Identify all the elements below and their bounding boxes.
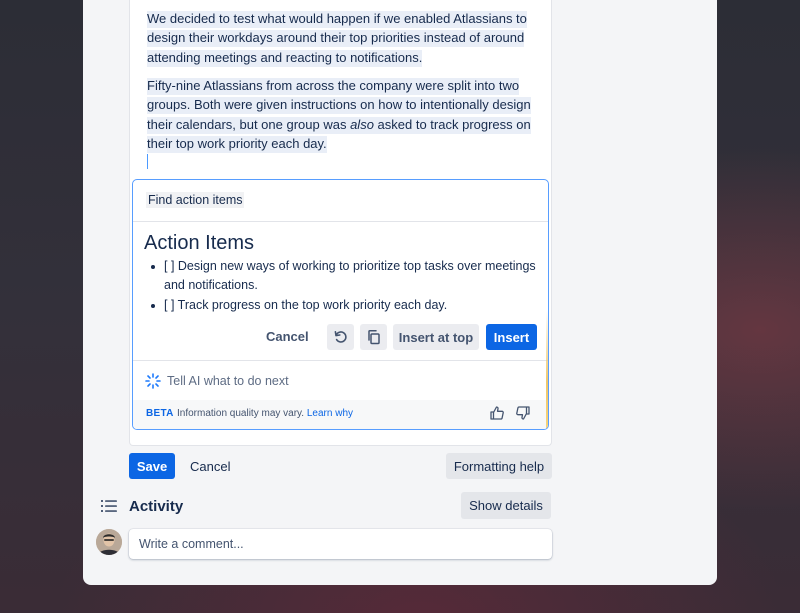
learn-why-link[interactable]: Learn why [306, 408, 354, 419]
insert-at-top-button[interactable]: Insert at top [393, 324, 479, 350]
ai-footer [133, 400, 548, 429]
ai-cancel-button[interactable]: Cancel [266, 329, 309, 344]
quality-note-text: Information quality may vary. [177, 408, 305, 419]
save-button[interactable]: Save [129, 453, 175, 479]
activity-heading: Activity [129, 498, 184, 515]
ai-prompt-text: Find action items [148, 193, 243, 207]
ai-prompt-row [133, 180, 548, 222]
paragraph-2-text-start: Fifty-nine Atlassians from across the company were split into two groups. Both were given instructions on how to intentionally design their calendars, but one group was [147, 78, 531, 132]
paragraph-2-emphasis: also [350, 116, 374, 132]
beta-badge: BETA [146, 408, 174, 419]
show-details-button[interactable]: Show details [461, 492, 551, 519]
ai-followup-placeholder: Tell AI what to do next [167, 374, 289, 388]
text-cursor [147, 154, 148, 169]
retry-button[interactable] [327, 324, 354, 350]
avatar [96, 529, 122, 555]
ai-actions [133, 323, 548, 351]
editor-paragraph-2[interactable] [147, 76, 542, 153]
copy-icon [366, 329, 382, 345]
ai-panel [132, 179, 549, 430]
comment-input[interactable] [129, 529, 552, 559]
copy-button[interactable] [360, 324, 387, 350]
retry-icon [333, 329, 349, 345]
cancel-button[interactable]: Cancel [190, 459, 231, 474]
ai-result-item: [ ] Track progress on the top work priority each day. [151, 296, 536, 315]
user-avatar-image [96, 529, 122, 555]
ai-result-item: [ ] Design new ways of working to prioritize top tasks over meetings and notifications. [151, 257, 536, 296]
quality-note [177, 408, 353, 419]
paragraph-1-text: We decided to test what would happen if we enabled Atlassians to design their workdays around their top priorities instead of around attending meetings and reacting to notifications. [147, 11, 527, 65]
ai-followup-input[interactable] [133, 360, 548, 400]
ai-result-list [151, 257, 536, 315]
ai-result-title: Action Items [144, 232, 255, 254]
ai-sparkle-icon [145, 373, 161, 389]
thumbs-down-icon[interactable] [515, 405, 531, 421]
insert-button[interactable]: Insert [486, 324, 537, 350]
thumbs-up-icon[interactable] [489, 405, 505, 421]
activity-list-icon [100, 498, 118, 514]
formatting-help-button[interactable]: Formatting help [446, 453, 552, 479]
editor-paragraph-1[interactable] [147, 9, 542, 67]
paragraph-2-text-end: asked to track progress on their top work priority each day. [147, 116, 531, 151]
